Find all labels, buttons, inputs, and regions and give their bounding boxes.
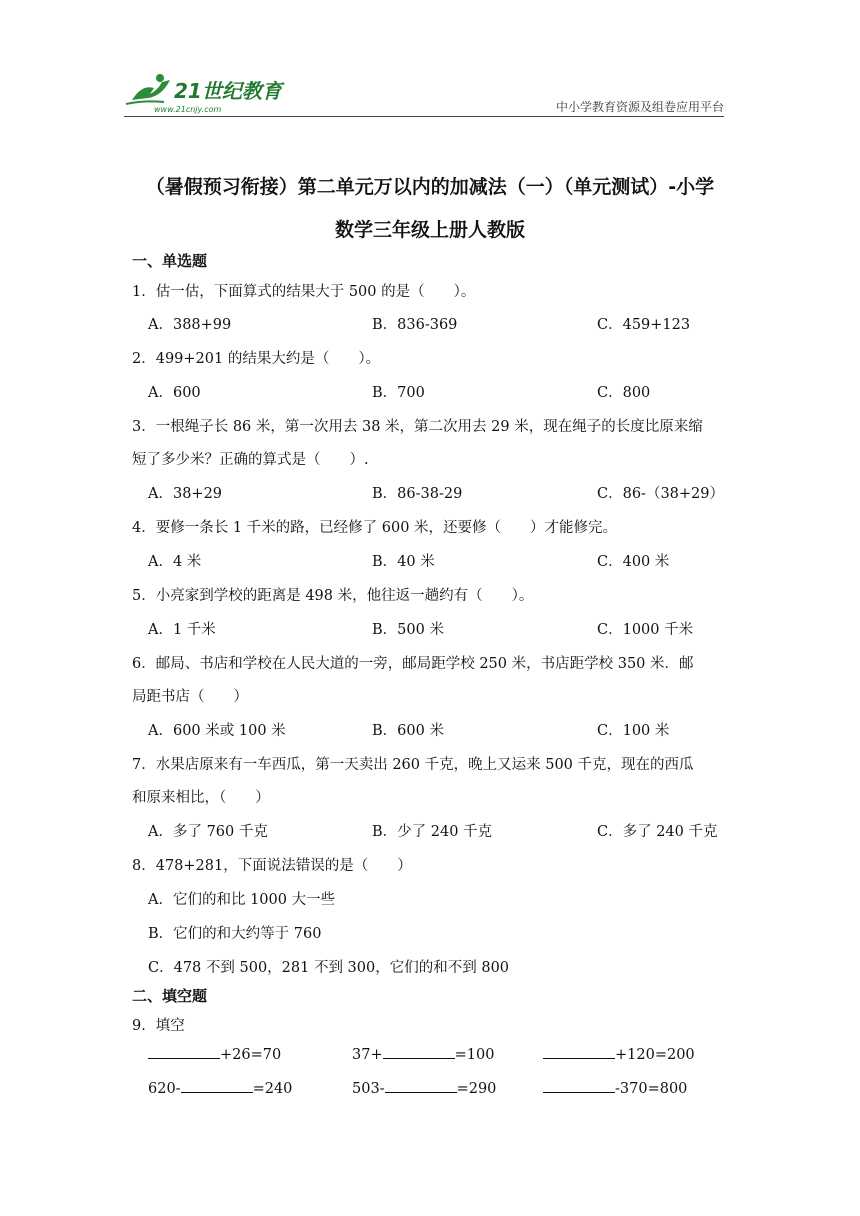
q4-option-c[interactable]: C．400 米 xyxy=(597,554,670,570)
question-9: 9．填空 xyxy=(132,1018,185,1034)
logo-text: 21世纪教育 xyxy=(174,79,282,103)
q4-option-a[interactable]: A．4 米 xyxy=(148,554,202,570)
q1-option-b[interactable]: B．836-369 xyxy=(372,317,458,333)
q2-option-c[interactable]: C．800 xyxy=(597,385,651,401)
q5-option-c[interactable]: C．1000 千米 xyxy=(597,622,694,638)
q8-option-c[interactable]: C．478 不到 500，281 不到 300，它们的和不到 800 xyxy=(148,960,510,976)
page-header xyxy=(124,64,724,118)
q6-option-a[interactable]: A．600 米或 100 米 xyxy=(148,723,286,739)
q8-option-b[interactable]: B．它们的和大约等于 760 xyxy=(148,926,322,942)
answer-blank[interactable] xyxy=(148,1046,220,1059)
answer-blank[interactable] xyxy=(543,1046,615,1059)
answer-blank[interactable] xyxy=(543,1080,615,1093)
header-divider xyxy=(124,116,724,117)
runner-icon xyxy=(132,80,170,100)
q2-option-a[interactable]: A．600 xyxy=(148,385,201,401)
q7-option-b[interactable]: B．少了 240 千克 xyxy=(372,824,493,840)
q9-item-4: 620- =240 xyxy=(148,1081,293,1097)
q9-item-1: +26=70 xyxy=(148,1046,281,1063)
q7-option-a[interactable]: A．多了 760 千克 xyxy=(148,824,268,840)
q1-option-a[interactable]: A．388+99 xyxy=(148,317,232,333)
doc-title-line1: （暑假预习衔接）第二单元万以内的加减法（一）（单元测试）-小学 xyxy=(145,176,715,198)
answer-blank[interactable] xyxy=(385,1080,457,1093)
question-6-line1: 6．邮局、书店和学校在人民大道的一旁，邮局距学校 250 米，书店距学校 350 米．邮 xyxy=(132,656,694,672)
q9-item-5: 503- =290 xyxy=(352,1081,497,1097)
question-2: 2．499+201 的结果大约是（ ）。 xyxy=(132,351,381,367)
platform-label: 中小学教育资源及组卷应用平台 xyxy=(555,100,724,114)
logo-url: www.21cnjy.com xyxy=(154,105,222,114)
question-5: 5．小亮家到学校的距离是 498 米，他往返一趟约有（ ）。 xyxy=(132,588,534,604)
q9-item-3: +120=200 xyxy=(543,1046,695,1063)
question-7-line1: 7．水果店原来有一车西瓜，第一天卖出 260 千克，晚上又运来 500 千克，现在的西瓜 xyxy=(132,757,694,773)
question-7-line2: 和原来相比，（ ） xyxy=(132,790,270,806)
q9-item-2: 37+ =100 xyxy=(352,1047,495,1063)
q3-option-c[interactable]: C．86-（38+29） xyxy=(597,486,724,502)
question-3-line1: 3．一根绳子长 86 米，第一次用去 38 米，第二次用去 29 米，现在绳子的长度比原来缩 xyxy=(132,419,703,435)
q6-option-c[interactable]: C．100 米 xyxy=(597,723,670,739)
q5-option-b[interactable]: B．500 米 xyxy=(372,622,444,638)
answer-blank[interactable] xyxy=(181,1080,253,1093)
q7-option-c[interactable]: C．多了 240 千克 xyxy=(597,824,718,840)
question-3-line2: 短了多少米？正确的算式是（ ）. xyxy=(132,452,369,468)
question-8: 8．478+281，下面说法错误的是（ ） xyxy=(132,858,412,874)
q2-option-b[interactable]: B．700 xyxy=(372,385,425,401)
q3-option-b[interactable]: B．86-38-29 xyxy=(372,486,463,502)
question-6-line2: 局距书店（ ） xyxy=(132,689,248,705)
q3-option-a[interactable]: A．38+29 xyxy=(148,486,223,502)
doc-title-line2: 数学三年级上册人教版 xyxy=(334,219,525,241)
section-heading-fill: 二、填空题 xyxy=(132,987,208,1005)
logo xyxy=(124,70,294,116)
q8-option-a[interactable]: A．它们的和比 1000 大一些 xyxy=(148,892,336,908)
answer-blank[interactable] xyxy=(383,1046,455,1059)
q6-option-b[interactable]: B．600 米 xyxy=(372,723,444,739)
q9-item-6: -370=800 xyxy=(543,1080,687,1097)
q5-option-a[interactable]: A．1 千米 xyxy=(148,622,216,638)
q1-option-c[interactable]: C．459+123 xyxy=(597,317,691,333)
q4-option-b[interactable]: B．40 米 xyxy=(372,554,435,570)
section-heading-choice: 一、单选题 xyxy=(132,252,208,270)
question-4: 4．要修一条长 1 千米的路，已经修了 600 米，还要修（ ）才能修完。 xyxy=(132,520,618,536)
question-1: 1．估一估，下面算式的结果大于 500 的是（ ）。 xyxy=(132,284,476,300)
